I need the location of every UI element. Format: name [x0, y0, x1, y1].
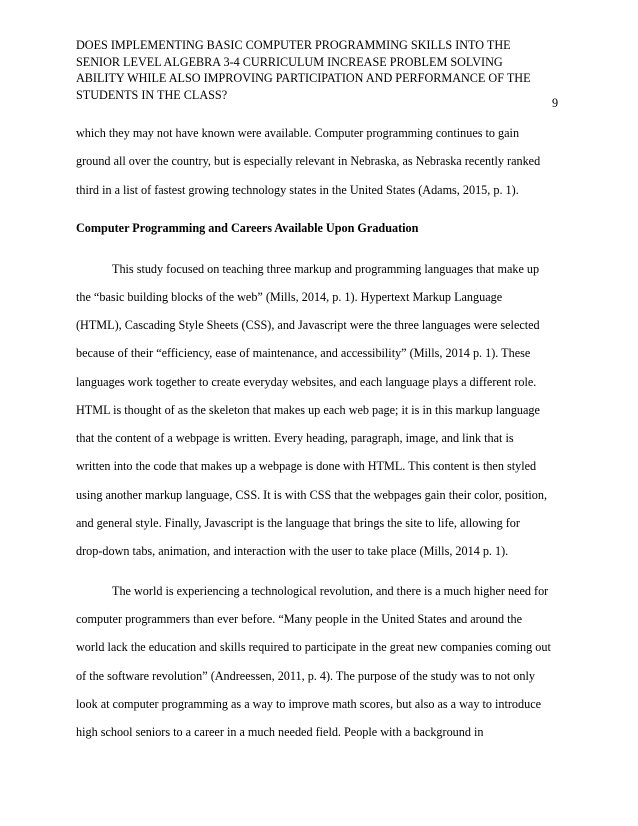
paragraph-line: The world is experiencing a technological revolution, and there is a much higher need for	[112, 584, 549, 598]
paragraph-line: the “basic building blocks of the web” (Mills, 2014, p. 1). Hypertext Markup Language	[76, 290, 503, 304]
paragraph-line: that the content of a webpage is written. Every heading, paragraph, image, and link that is	[76, 431, 514, 445]
paragraph-line: third in a list of fastest growing technology states in the United States (Adams, 2015, p. 1).	[76, 183, 519, 197]
paragraph-line: and general style. Finally, Javascript is the language that brings the site to life, allowing for	[76, 516, 520, 530]
paragraph-line: written into the code that makes up a webpage is done with HTML. This content is then styled	[76, 459, 537, 473]
paragraph-line: drop-down tabs, animation, and interaction with the user to take place (Mills, 2014 p. 1).	[76, 544, 509, 558]
section-heading: Computer Programming and Careers Available Upon Graduation	[76, 221, 419, 235]
running-head	[76, 37, 556, 103]
paragraph-line: of the software revolution” (Andreessen, 2011, p. 4). The purpose of the study was to not only	[76, 669, 535, 683]
paragraph-line: using another markup language, CSS. It is with CSS that the webpages gain their color, position,	[76, 488, 548, 502]
paragraph-line: languages work together to create everyday websites, and each language plays a different role.	[76, 375, 537, 389]
page-number: 9	[552, 96, 559, 110]
running-head-line: DOES IMPLEMENTING BASIC COMPUTER PROGRAMMING SKILLS INTO THE	[76, 38, 511, 52]
paragraph-line: which they may not have known were available. Computer programming continues to gain	[76, 126, 520, 140]
paragraph-line: ground all over the country, but is especially relevant in Nebraska, as Nebraska recently ranked	[76, 154, 541, 168]
paragraph-line: world lack the education and skills required to participate in the great new companies coming out	[76, 640, 551, 654]
paragraph-line: computer programmers than ever before. “Many people in the United States and around the	[76, 612, 523, 626]
paragraph-line: (HTML), Cascading Style Sheets (CSS), and Javascript were the three languages were selected	[76, 318, 540, 332]
paragraph-line: HTML is thought of as the skeleton that makes up each web page; it is in this markup language	[76, 403, 540, 417]
paragraph-line: because of their “efficiency, ease of maintenance, and accessibility” (Mills, 2014 p. 1). These	[76, 346, 531, 360]
paragraph-line: look at computer programming as a way to improve math scores, but also as a way to introduce	[76, 697, 542, 711]
running-head-line: ABILITY WHILE ALSO IMPROVING PARTICIPATION AND PERFORMANCE OF THE	[76, 71, 531, 86]
paragraph-line: high school seniors to a career in a much needed field. People with a background in	[76, 725, 484, 739]
running-head-line: STUDENTS IN THE CLASS?	[76, 87, 228, 102]
paragraph-line: This study focused on teaching three markup and programming languages that make up	[112, 262, 540, 276]
running-head-line: SENIOR LEVEL ALGEBRA 3-4 CURRICULUM INCREASE PROBLEM SOLVING	[76, 54, 503, 69]
